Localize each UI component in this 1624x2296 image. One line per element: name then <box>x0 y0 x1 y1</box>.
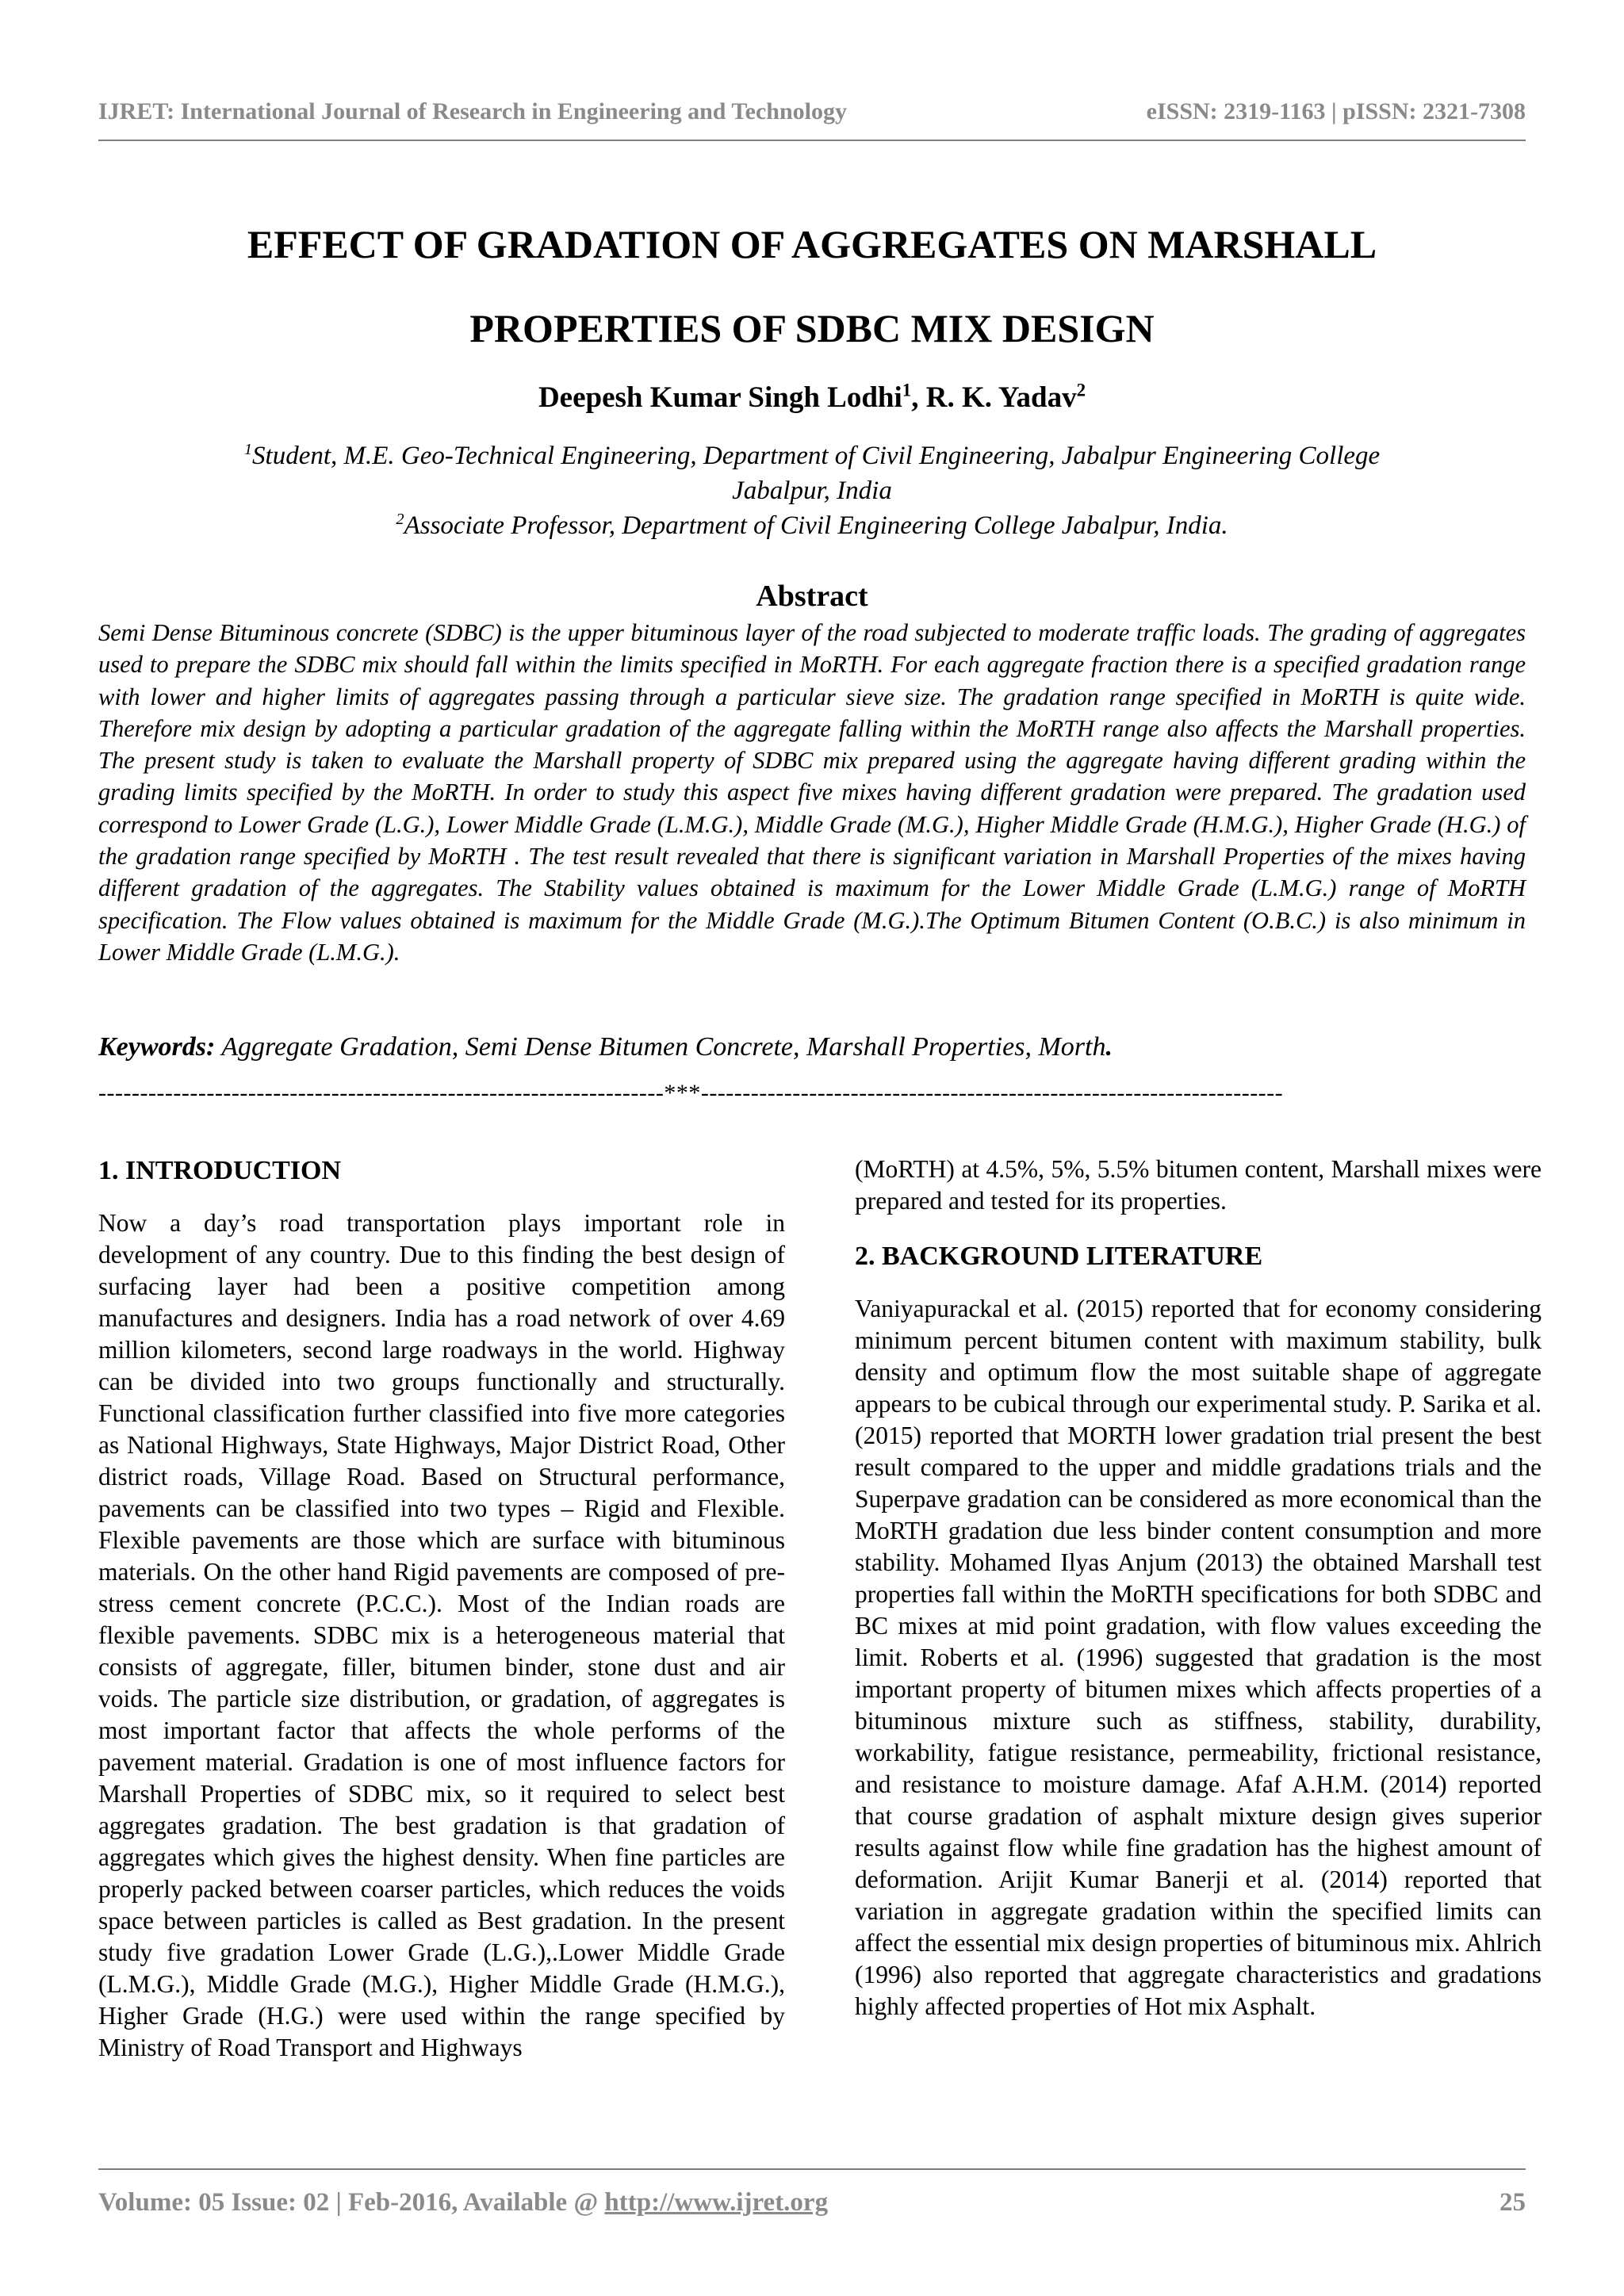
paper-title <box>98 202 1526 370</box>
issn-info: eISSN: 2319-1163 | pISSN: 2321-7308 <box>1146 98 1526 124</box>
author-list <box>98 381 1526 415</box>
keywords-text: Aggregate Gradation, Semi Dense Bitumen Concrete, Marshall Properties, Morth <box>215 1032 1106 1062</box>
footer-rule <box>98 2168 1526 2170</box>
author-1-sup: 1 <box>902 380 912 400</box>
header-rule <box>98 140 1526 141</box>
right-column <box>855 1154 1542 2022</box>
background-heading: 2. BACKGROUND LITERATURE <box>855 1242 1263 1271</box>
keywords-end: . <box>1105 1032 1113 1062</box>
journal-name: IJRET: International Journal of Research in Engineering and Technology <box>98 98 848 124</box>
section-separator: --------------------------------------------------------------------***---------------------------------------------------------------------- <box>98 1080 1284 1106</box>
footer-volume: Volume: 05 Issue: 02 | Feb-2016, Available @ <box>98 2188 605 2217</box>
affil-1-sup: 1 <box>243 441 253 458</box>
affil-1-line-2: Jabalpur, India <box>732 476 892 505</box>
background-text: Vaniyapurackal et al. (2015) reported that for economy considering minimum percent bitumen content with maximum stability, bulk density and optimum flow the most suitable shape of aggregate appears to be cubical through our experimental study. P. Sarika et al. (2015) reported that MORTH lower gradation trial present the best result compared to the upper and middle gradations trials and the Superpave gradation can be considered as more economical than the MoRTH gradation due less binder content consumption and more stability. Mohamed Ilyas Anjum (2013) the obtained Marshall test properties fall within the MoRTH specifications for both SDBC and BC mixes at mid point gradation, with flow values exceeding the limit. Roberts et al. (1996) suggested that gradation is the most important property of bitumen mixes which affects properties of a bituminous mixture such as stiffness, stability, durability, workability, fatigue resistance, permeability, frictional resistance, and resistance to moisture damage. Afaf A.H.M. (2014) reported that course gradation of asphalt mixture design gives superior results against flow while fine gradation has the highest amount of deformation. Arijit Kumar Banerji et al. (2014) reported that variation in aggregate gradation within the specified limits can affect the essential mix design properties of bituminous mix. Ahlrich (1996) also reported that aggregate characteristics and gradations highly affected properties of Hot mix Asphalt. <box>855 1295 1542 2020</box>
affil-2-sup: 2 <box>396 511 404 528</box>
title-line-2: PROPERTIES OF SDBC MIX DESIGN <box>469 306 1155 350</box>
page-header <box>98 98 1526 125</box>
affil-2-line-1: Associate Professor, Department of Civil Engineering College Jabalpur, India. <box>404 511 1228 540</box>
abstract-text: Semi Dense Bituminous concrete (SDBC) is the upper bituminous layer of the road subjected to moderate traffic loads. The grading of aggregates used to prepare the SDBC mix should fall within the limits specified in MoRTH. For each aggregate fraction there is a specified gradation range with lower and higher limits of aggregates passing through a particular sieve size. The gradation range specified in MoRTH is quite wide. Therefore mix design by adopting a particular gradation of the aggregate falling within the MoRTH range also affects the Marshall properties. The present study is taken to evaluate the Marshall property of SDBC mix prepared using the aggregate having different grading within the grading limits specified by the MoRTH. In order to study this aspect five mixes having different gradation were prepared. The gradation used correspond to Lower Grade (L.G.), Lower Middle Grade (L.M.G.), Middle Grade (M.G.), Higher Middle Grade (H.M.G.), Higher Grade (H.G.) of the gradation range specified by MoRTH . The test result revealed that there is significant variation in Marshall Properties of the mixes having different gradation of the aggregates. The Stability values obtained is maximum for the Lower Middle Grade (L.M.G.) range of MoRTH specification. The Flow values obtained is maximum for the Middle Grade (M.G.).The Optimum Bitumen Content (O.B.C.) is also minimum in Lower Middle Grade (L.M.G.). <box>98 619 1526 966</box>
author-2: R. K. Yadav <box>925 381 1077 414</box>
introduction-text: Now a day’s road transportation plays important role in development of any country. Due to this finding the best design of surfacing layer had been a positive competition among manufactures and designers. India has a road network of over 4.69 million kilometers, second large roadways in the world. Highway can be divided into two groups functionally and structurally. Functional classification further classified into five more categories as National Highways, State Highways, Major District Road, Other district roads, Village Road. Based on Structural performance, pavements can be classified into two types – Rigid and Flexible. Flexible pavements are those which are surface with bituminous materials. On the other hand Rigid pavements are composed of pre-stress cement concrete (P.C.C.). Most of the Indian roads are flexible pavements. SDBC mix is a heterogeneous material that consists of aggregate, filler, bitumen binder, stone dust and air voids. The particle size distribution, or gradation, of aggregates is most important factor that affects the whole performs of the pavement material. Gradation is one of most influence factors for Marshall Properties of SDBC mix, so it required to select best aggregates gradation. The best gradation is that gradation of aggregates which gives the highest density. When fine particles are properly packed between coarser particles, which reduces the voids space between particles is called as Best gradation. In the present study five gradation Lower Grade (L.G.),.Lower Middle Grade (L.M.G.), Middle Grade (M.G.), Higher Middle Grade (H.M.G.), Higher Grade (H.G.) were used within the range specified by Ministry of Road Transport and Highways <box>98 1209 785 2061</box>
introduction-continued: (MoRTH) at 4.5%, 5%, 5.5% bitumen content, Marshall mixes were prepared and tested for its properties. <box>855 1155 1542 1215</box>
affil-1-line-1: Student, M.E. Geo-Technical Engineering, Department of Civil Engineering, Jabalpur Engineering College <box>252 442 1381 470</box>
journal-link[interactable]: http://www.ijret.org <box>604 2188 829 2217</box>
left-column <box>98 1154 785 2064</box>
introduction-heading: 1. INTRODUCTION <box>98 1156 342 1185</box>
keywords <box>98 1032 1526 1062</box>
author-2-sup: 2 <box>1076 380 1086 400</box>
title-line-1: EFFECT OF GRADATION OF AGGREGATES ON MARSHALL <box>247 222 1377 266</box>
page-number: 25 <box>1500 2188 1526 2217</box>
abstract-heading: Abstract <box>756 580 868 613</box>
author-separator: , <box>911 381 926 414</box>
author-1: Deepesh Kumar Singh Lodhi <box>538 381 902 414</box>
affiliations <box>98 438 1526 543</box>
keywords-label: Keywords: <box>98 1032 216 1062</box>
page-footer <box>98 2188 1526 2218</box>
